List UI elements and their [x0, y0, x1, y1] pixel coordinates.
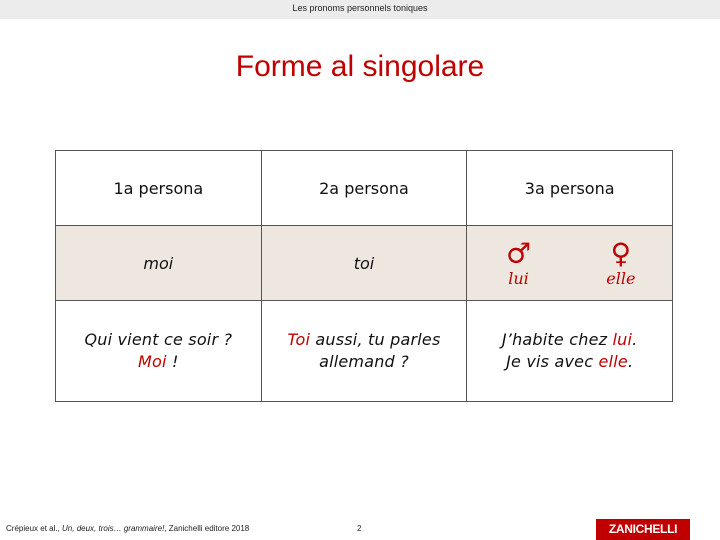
pronoun-first: moi — [56, 226, 262, 301]
example-third-line1-a: J’habite chez — [501, 330, 613, 349]
pronoun-table — [55, 150, 673, 402]
third-female — [570, 226, 672, 300]
example-first-line2-rest: ! — [166, 352, 179, 371]
slide-title: Forme al singolare — [235, 50, 485, 83]
slide-header: Les pronoms personnels toniques — [292, 3, 428, 13]
page-number: 2 — [357, 524, 362, 533]
male-symbol-icon: ♂ — [505, 236, 532, 270]
example-first-highlight: Moi — [138, 352, 167, 371]
example-third-line1-highlight: lui — [612, 330, 633, 349]
example-first-line1: Qui vient ce soir ? — [84, 330, 233, 349]
pronoun-third-cell — [467, 226, 673, 301]
example-third-line1-end: . — [632, 330, 638, 349]
footer-credit-title: Un, deux, trois… grammaire! — [62, 524, 165, 533]
pronoun-row — [56, 226, 673, 301]
publisher-logo: ZANICHELLI — [596, 519, 690, 540]
third-male — [467, 226, 569, 300]
example-third — [467, 301, 673, 402]
example-row — [56, 301, 673, 402]
column-header-first: 1a persona — [56, 151, 262, 226]
female-symbol-icon: ♀ — [610, 236, 632, 270]
example-third-line2-a: Je vis avec — [506, 352, 599, 371]
pronoun-elle: elle — [606, 268, 636, 288]
header-row — [56, 151, 673, 226]
footer-credit-b: , Zanichelli editore 2018 — [164, 524, 250, 533]
footer-credit-a: Crépieux et al., — [6, 524, 63, 533]
example-third-line2-end: . — [627, 352, 634, 371]
pronoun-second: toi — [261, 226, 467, 301]
example-second-line1-rest: aussi, tu parles — [310, 330, 441, 349]
example-third-line2-highlight: elle — [598, 352, 628, 371]
example-second-line2: allemand ? — [319, 352, 409, 371]
footer-credit — [6, 524, 249, 533]
example-second-highlight: Toi — [287, 330, 311, 349]
column-header-second: 2a persona — [261, 151, 467, 226]
example-first — [56, 301, 262, 402]
pronoun-lui: lui — [508, 268, 529, 288]
column-header-third: 3a persona — [467, 151, 673, 226]
example-second — [261, 301, 467, 402]
